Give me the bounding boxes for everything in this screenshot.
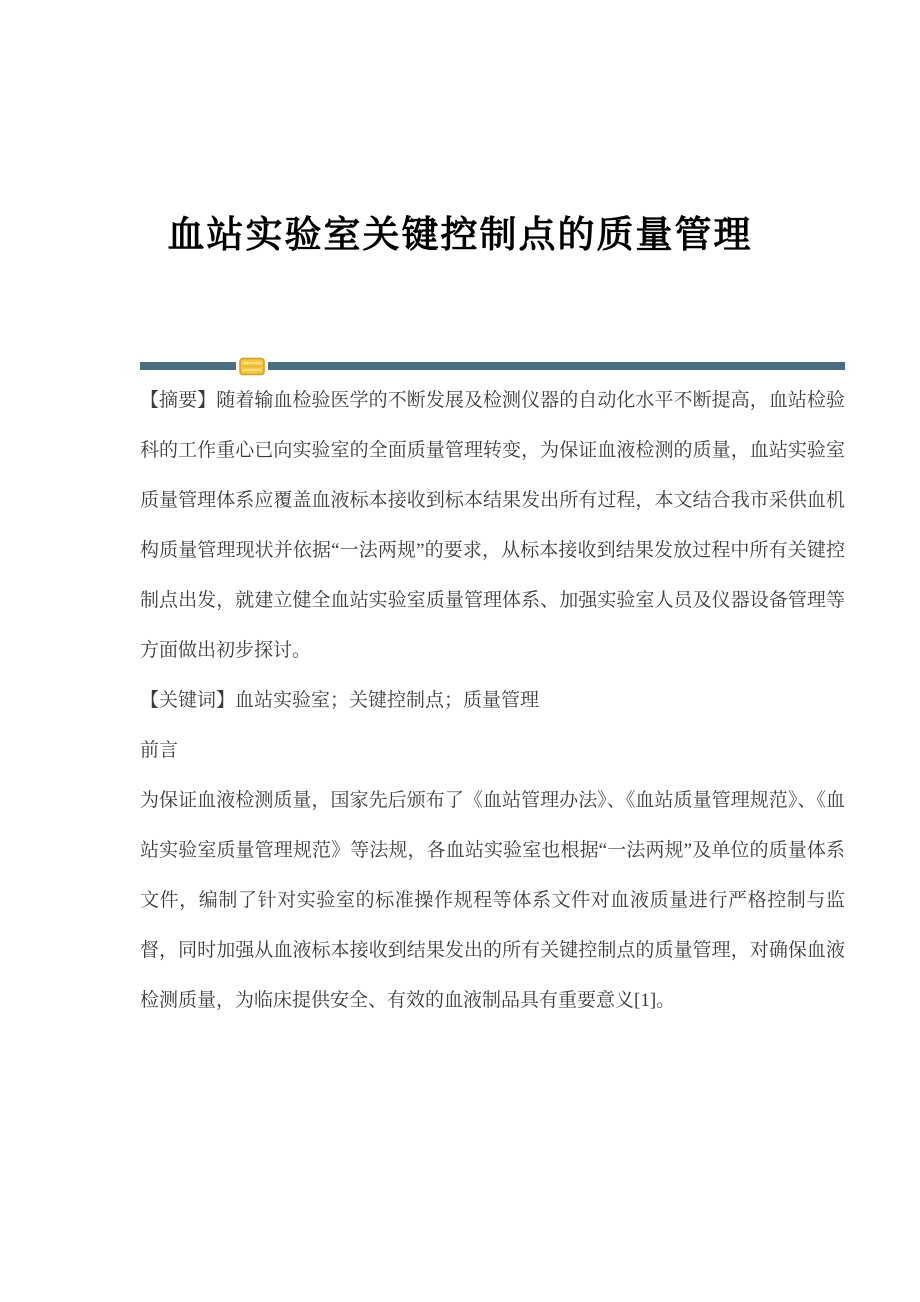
divider-bar-right <box>268 362 845 370</box>
title-divider <box>140 356 845 376</box>
page-title: 血站实验室关键控制点的质量管理 <box>167 215 753 256</box>
divider-bar-left <box>140 362 236 370</box>
document-body <box>140 376 845 1026</box>
keywords-paragraph: 【关键词】血站实验室；关键控制点；质量管理 <box>140 690 540 711</box>
envelope-icon <box>239 357 265 376</box>
abstract-paragraph: 【摘要】随着输血检验医学的不断发展及检测仪器的自动化水平不断提高，血站检验科的工作重心已向实验室的全面质量管理转变，为保证血液检测的质量，血站实验室质量管理体系应覆盖血液标本接收到标本结果发出所有过程，本文结合我市采供血机构质量管理现状并依据“一法两规”的要求，从标本接收到结果发放过程中所有关键控制点出发，就建立健全血站实验室质量管理体系、加强实验室人员及仪器设备管理等方面做出初步探讨。 <box>140 390 845 661</box>
section-heading-intro: 前言 <box>140 740 179 761</box>
intro-paragraph: 为保证血液检测质量，国家先后颁布了《血站管理办法》、《血站质量管理规范》、《血站实验室质量管理规范》等法规，各血站实验室也根据“一法两规”及单位的质量体系文件，编制了针对实验室的标准操作规程等体系文件对血液质量进行严格控制与监督，同时加强从血液标本接收到结果发出的所有关键控制点的质量管理，对确保血液检测质量，为临床提供安全、有效的血液制品具有重要意义[1]。 <box>140 790 845 1011</box>
